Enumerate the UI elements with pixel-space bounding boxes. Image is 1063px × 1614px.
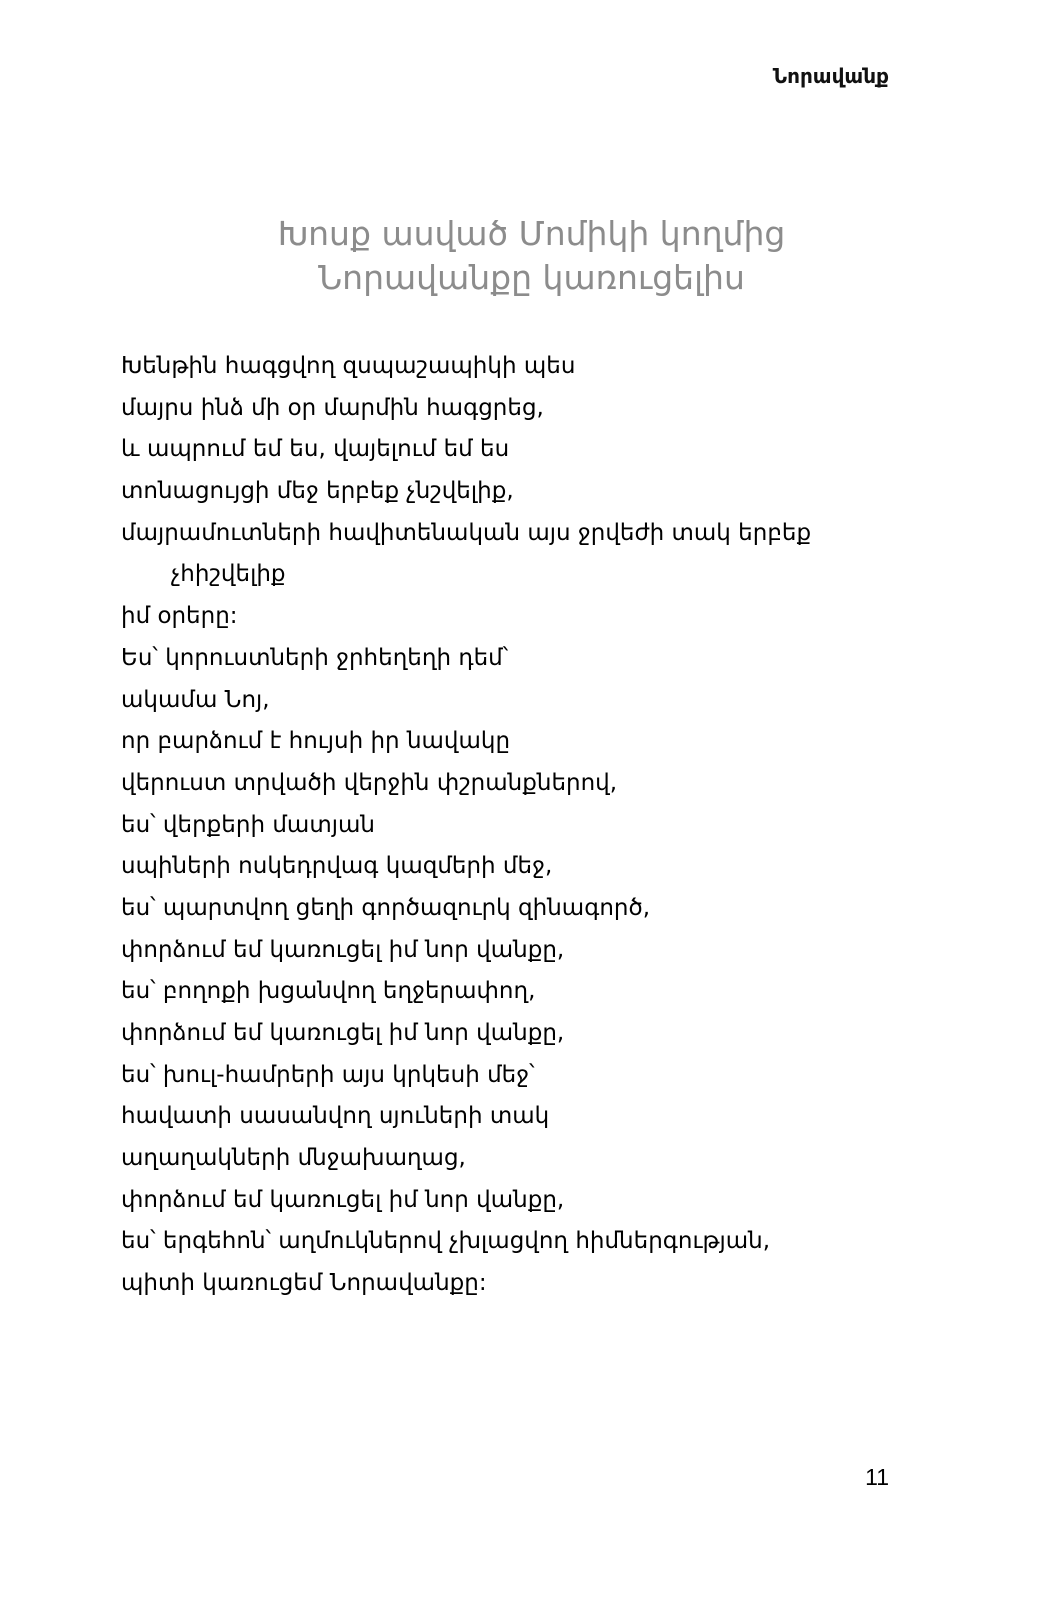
poem-line: Խենթին հագցվող զսպաշապիկի պես	[121, 353, 576, 379]
poem-line-continuation: չհիշվելիք	[171, 561, 286, 588]
poem-line: փորձում եմ կառուցել իմ նոր վանքը,	[121, 1186, 565, 1213]
poem-line: իմ օրերը:	[121, 603, 238, 630]
poem-title-line-1: Խոսք ասված Մոմիկի կողմից	[277, 214, 786, 253]
poem-line: սպիների ոսկեդրվագ կազմերի մեջ,	[121, 853, 553, 880]
poem-line: մայրս ինձ մի օր մարմին հագցրեց,	[121, 394, 544, 421]
poem-line: պիտի կառուցեմ Նորավանքը:	[121, 1270, 487, 1297]
poem-line: տոնացույցի մեջ երբեք չնշվելիք,	[121, 478, 514, 505]
poem-title	[0, 212, 1063, 300]
page-number: 11	[865, 1464, 889, 1490]
poem-line: վերուստ տրվածի վերջին փշրանքներով,	[121, 769, 618, 796]
poem-line: աղաղակների մնջախաղաց,	[121, 1145, 466, 1172]
poem-line: ես՝ վերքերի մատյան	[121, 811, 375, 838]
poem-line: ես՝ բողոքի խցանվող եղջերափող,	[121, 978, 536, 1005]
poem-line: փորձում եմ կառուցել իմ նոր վանքը,	[121, 936, 565, 963]
poem-line: հավատի սասանվող սյուների տակ	[121, 1103, 550, 1130]
running-header: Նորավանք	[772, 64, 889, 88]
poem-line: ես՝ պարտվող ցեղի գործազուրկ զինագործ,	[121, 894, 651, 921]
poem-line: փորձում եմ կառուցել իմ նոր վանքը,	[121, 1020, 565, 1046]
poem-line: և ապրում եմ ես, վայելում եմ ես	[121, 436, 510, 463]
poem-body	[121, 346, 921, 1305]
poem-line: Ես՝ կորուստների ջրհեղեղի դեմ՝	[121, 644, 509, 671]
poem-line: մայրամուտների հավիտենական այս ջրվեժի տակ երբեք	[121, 519, 812, 546]
poem-line: ակամա Նոյ,	[121, 686, 270, 713]
poem-line: ես՝ խուլ-համրերի այս կրկեսի մեջ՝	[121, 1061, 535, 1088]
poem-line: որ բարձում է հույսի իր նավակը	[121, 728, 511, 755]
poem-title-line-2: Նորավանքը կառուցելիս	[318, 258, 745, 297]
poem-line: ես՝ երգեհոն՝ աղմուկներով չխլացվող հիմներգության,	[121, 1228, 771, 1255]
